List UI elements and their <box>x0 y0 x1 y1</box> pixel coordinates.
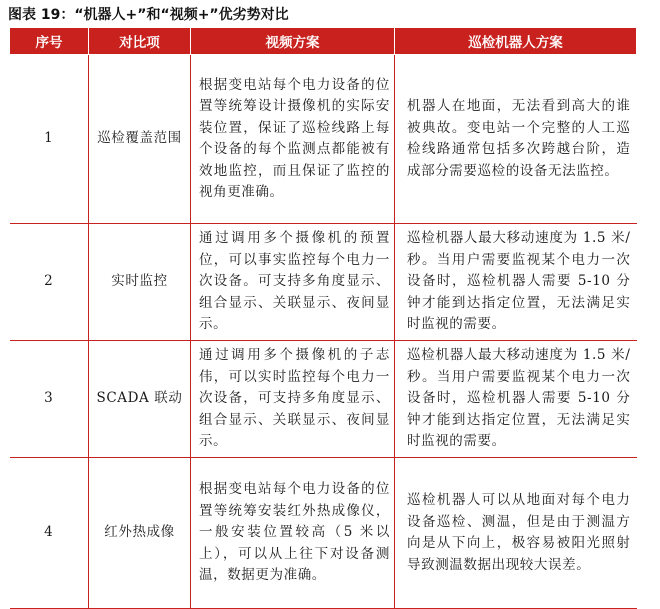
row-item: 巡检覆盖范围 <box>89 55 191 224</box>
figure-title: 图表 19：“机器人+”和“视频+”优劣势对比 <box>8 7 289 23</box>
table-row <box>10 55 637 224</box>
row-item: 红外热成像 <box>89 458 191 609</box>
header-item: 对比项 <box>89 28 191 55</box>
row-video-plan: 通过调用多个摄像机的子志伟，可以实时监控每个电力一次设备，可支持多角度显示、组合显示、关联显示、夜间显示。 <box>191 341 395 458</box>
table-row <box>10 341 637 458</box>
header-row <box>10 28 637 55</box>
row-robot-plan: 机器人在地面，无法看到高大的谁被典故。变电站一个完整的人工巡检线路通常包括多次跨越台阶，造成部分需要巡检的设备无法监控。 <box>395 55 637 224</box>
table-row <box>10 458 637 609</box>
row-video-plan: 通过调用多个摄像机的预置位，可以事实监控每个电力一次设备。可支持多角度显示、组合显示、关联显示、夜间显示。 <box>191 224 395 341</box>
header-video: 视频方案 <box>191 28 395 55</box>
row-number: 4 <box>10 458 89 609</box>
row-robot-plan: 巡检机器人最大移动速度为 1.5 米/秒。当用户需要监视某个电力一次设备时，巡检机器人需要 5-10 分钟才能到达指定位置，无法满足实时监视的需要。 <box>395 224 637 341</box>
row-video-plan: 根据变电站每个电力设备的位置等统筹安装红外热成像仪，一般安装位置较高（5 米以上），可以从上往下对设备测温，数据更为准确。 <box>191 458 395 609</box>
table-row <box>10 224 637 341</box>
header-no: 序号 <box>10 28 89 55</box>
row-number: 1 <box>10 55 89 224</box>
row-number: 3 <box>10 341 89 458</box>
header-robot: 巡检机器人方案 <box>395 28 637 55</box>
row-robot-plan: 巡检机器人最大移动速度为 1.5 米/秒。当用户需要监视某个电力一次设备时，巡检机器人需要 5-10 分钟才能到达指定位置，无法满足实时监视的需要。 <box>395 341 637 458</box>
row-robot-plan: 巡检机器人可以从地面对每个电力设备巡检、测温，但是由于测温方向是从下向上，极容易被阳光照射导致测温数据出现较大误差。 <box>395 458 637 609</box>
row-number: 2 <box>10 224 89 341</box>
comparison-table <box>9 27 637 609</box>
row-item: SCADA 联动 <box>89 341 191 458</box>
row-item: 实时监控 <box>89 224 191 341</box>
row-video-plan: 根据变电站每个电力设备的位置等统筹设计摄像机的实际安装位置，保证了巡检线路上每个设备的每个监测点都能被有效地监控，而且保证了监控的视角更准确。 <box>191 55 395 224</box>
